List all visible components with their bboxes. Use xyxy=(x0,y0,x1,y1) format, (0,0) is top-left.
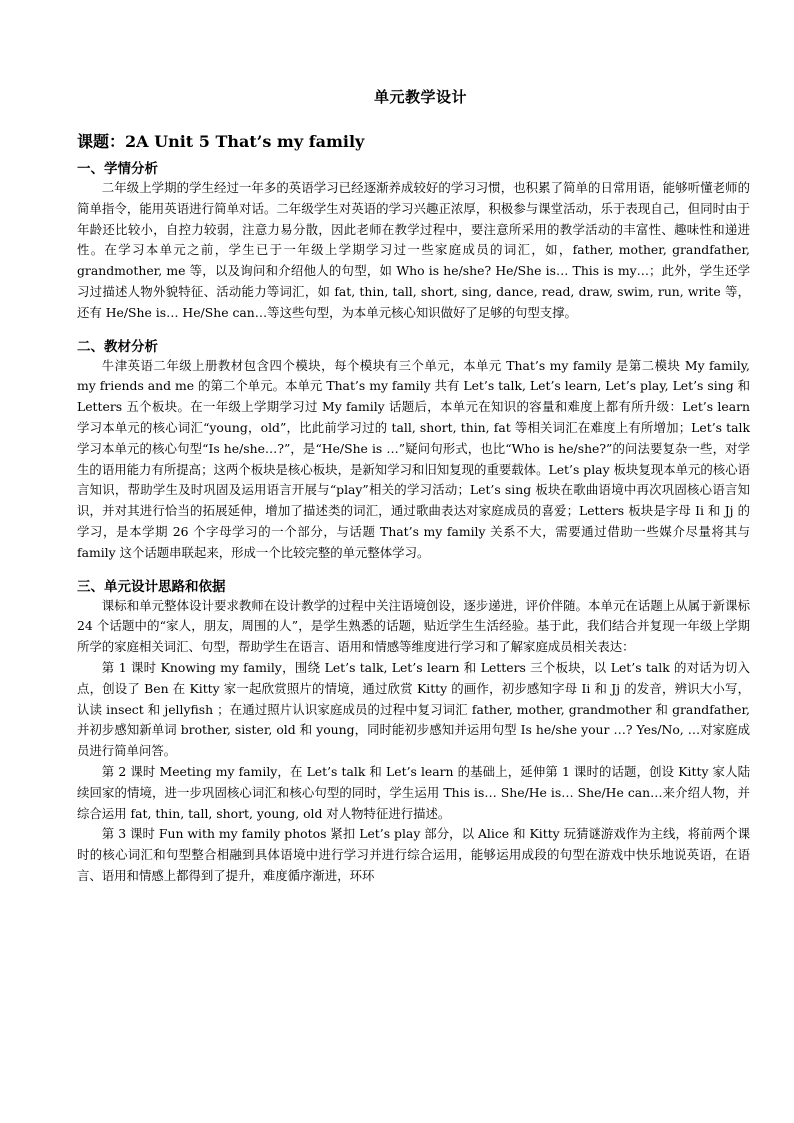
section-gap xyxy=(77,324,750,338)
paragraph: 课标和单元整体设计要求教师在设计教学的过程中关注语境创设，逐步递进，评价伴随。本单元在话题上从属于新课标 24 个话题中的“家人，朋友，周围的人”，是学生熟悉的话题，贴近学生生活经验。基于此，我们结合并复现一年级上学期所学的家庭相关词汇、句型，帮助学生在语言、语用和情感等维度进行学习和了解家庭成员相关表达： xyxy=(77,597,750,655)
lesson-title: 课题：2A Unit 5 That’s my family xyxy=(77,132,365,151)
paragraph-lesson-1: 第 1 课时 Knowing my family，围绕 Let’s talk, Let’s learn 和 Letters 三个板块，以 Let’s talk 的对话为切入点，创设了 Ben 在 Kitty 家一起欣赏照片的情境，通过欣赏 Kitty 的画作，初步感知字母 Ii 和 Jj 的发音，辨识大小写，认读 insect 和 jellyfish ；在通过照片认识家庭成员的过程中复习词汇 father, mother, grandmother 和 grandfather, 并初步感知新单词 brother, sister, old 和 young，同时能初步感知并运用句型 Is he/she your …? Yes/No, …对家庭成员进行简单问答。 xyxy=(77,659,750,759)
section-heading: 一、学情分析 xyxy=(77,161,158,177)
document-title: 单元教学设计 xyxy=(373,88,467,106)
section-gap xyxy=(77,564,750,578)
section-design-rationale xyxy=(77,578,750,887)
paragraph: 牛津英语二年级上册教材包含四个模块，每个模块有三个单元，本单元 That’s my family 是第二模块 My family, my friends and me 的第二个单元。本单元 That’s my family 共有 Let’s talk, Let’s learn, Let’s play, Let’s sing 和 Letters 五个板块。在一年级上学期学习过 My family 话题后，本单元在知识的容量和难度上都有所升级：Let’s learn 学习本单元的核心词汇“young，old”，比此前学习过的 tall, short, thin, fat 等相关词汇在难度上有所增加；Let’s talk 学习本单元的核心句型“Is he/she…?”，是“He/She is …”疑问句形式，也比“Who is he/she?”的问法要复杂一些，对学生的语用能力有所提高；这两个板块是核心板块，是新知学习和旧知复现的重要载体。Let’s play 板块复现本单元的核心语言知识，帮助学生及时巩固及运用语言开展与“play”相关的学习活动；Let’s sing 板块在歌曲语境中再次巩固核心语言知识，并对其进行恰当的拓展延伸，增加了描述类的词汇，通过歌曲表达对家庭成员的喜爱；Letters 板块是字母 Ii 和 Jj 的学习，是本学期 26 个字母学习的一个部分，与话题 That’s my family 关系不大，需要通过借助一些媒介尽量将其与 family 这个话题串联起来，形成一个比较完整的单元整体学习。 xyxy=(77,357,750,560)
section-textbook-analysis xyxy=(77,338,750,564)
paragraph-lesson-2: 第 2 课时 Meeting my family，在 Let’s talk 和 Let’s learn 的基础上，延伸第 1 课时的话题，创设 Kitty 家人陆续回家的情境，进一步巩固核心词汇和核心句型的同时，学生运用 This is… She/He is… She/He can…来介绍人物，并综合运用 fat, thin, tall, short, young, old 对人物特征进行描述。 xyxy=(77,763,750,821)
section-heading: 二、教材分析 xyxy=(77,338,158,355)
section-heading: 三、单元设计思路和依据 xyxy=(77,578,226,595)
paragraph: 二年级上学期的学生经过一年多的英语学习已经逐渐养成较好的学习习惯，也积累了简单的日常用语，能够听懂老师的简单指令，能用英语进行简单对话。二年级学生对英语的学习兴趣正浓厚，积极参与课堂活动，乐于表现自己，但同时由于年龄还比较小，自控力较弱，注意力易分散，因此老师在教学过程中，要注意所采用的教学活动的丰富性、趣味性和递进性。在学习本单元之前，学生已于一年级上学期学习过一些家庭成员的词汇，如，father, mother, grandfather, grandmother, me 等，以及询问和介绍他人的句型，如 Who is he/she? He/She is… This is my…；此外，学生还学习过描述人物外貌特征、活动能力等词汇，如 fat, thin, tall, short, sing, dance, read, draw, swim, run, write 等，还有 He/She is… He/She can…等这些句型，为本单元核心知识做好了足够的句型支撑。 xyxy=(77,180,750,320)
section-learner-analysis xyxy=(77,160,750,324)
paragraph-lesson-3: 第 3 课时 Fun with my family photos 紧扣 Let’s play 部分，以 Alice 和 Kitty 玩猜谜游戏作为主线，将前两个课时的核心词汇和句型整合相融到具体语境中进行学习并进行综合运用，能够运用成段的句型在游戏中快乐地说英语，在语言、语用和情感上都得到了提升，难度循序渐进，环环 xyxy=(77,826,750,883)
